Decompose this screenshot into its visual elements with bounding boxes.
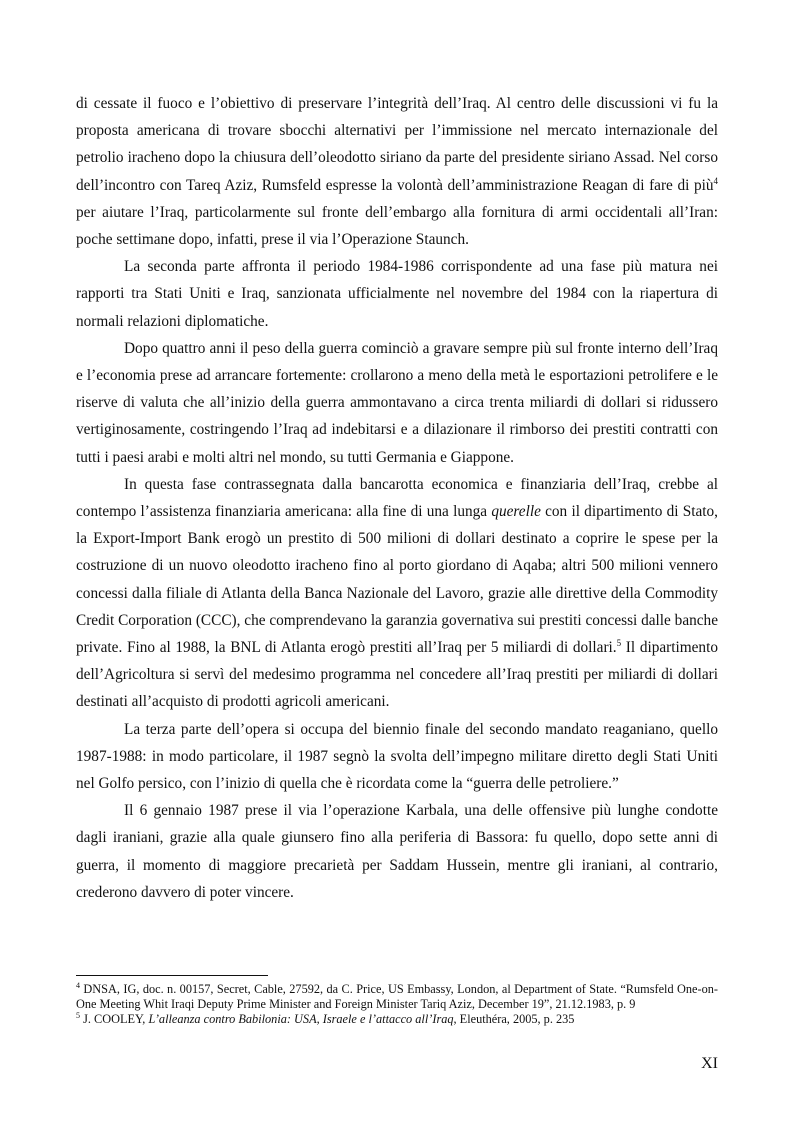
paragraph-3: Dopo quattro anni il peso della guerra cominciò a gravare sempre più sul fronte interno dell’Iraq e l’economia prese ad arrancare fortemente: crollarono a meno della metà le esportazioni petrolifere e le riserve di valuta che all’inizio della guerra ammontavano a circa trenta miliardi di dollari si ridussero vertiginosamente, costringendo l’Iraq ad indebitarsi e a dilazionare il rimborso dei prestiti contratti con tutti i paesi arabi e molti altri nel mondo, su tutti Germania e Giappone. bbox=[76, 339, 718, 466]
footnote-separator bbox=[76, 975, 268, 976]
paragraph-2: La seconda parte affronta il periodo 1984-1986 corrispondente ad una fase più matura nei rapporti tra Stati Uniti e Iraq, sanzionata ufficialmente nel novembre del 1984 con la riapertura di normali relazioni diplomatiche. bbox=[76, 258, 718, 330]
body-text bbox=[76, 90, 718, 906]
footnotes bbox=[76, 982, 718, 1028]
citation-title: L’alleanza contro Babilonia: USA, Israele e l’attacco all’Iraq bbox=[148, 1012, 454, 1027]
footnote-ref-5: 5 bbox=[616, 637, 622, 648]
page-number: XI bbox=[701, 1055, 718, 1072]
footnote-mark: 5 bbox=[76, 1011, 80, 1021]
footnote-mark: 4 bbox=[76, 980, 80, 990]
paragraph-6: Il 6 gennaio 1987 prese il via l’operazione Karbala, una delle offensive più lunghe condotte dagli iraniani, grazie alla quale giunsero fino alla periferia di Bassora: fu quello, dopo sette anni di guerra, il momento di maggiore precarietà per Saddam Hussein, mentre gli iraniani, al contrario, crederono davvero di poter vincere. bbox=[76, 802, 718, 901]
footnote-ref-4: 4 bbox=[713, 175, 718, 186]
italic-term: querelle bbox=[491, 503, 541, 521]
paragraph-5: La terza parte dell’opera si occupa del biennio finale del secondo mandato reaganiano, quello 1987-1988: in modo particolare, il 1987 segnò la svolta dell’impegno militare diretto degli Stati Uniti nel Golfo persico, con l’inizio di quella che è ricordata come la “guerra delle petroliere.” bbox=[76, 720, 718, 793]
footnote-5: $^5$ J. COOLEY, L’alleanza contro Babilonia: USA, Israele e l’attacco all’Iraq, Eleuthéra, 2005, p. 235 bbox=[76, 1011, 575, 1027]
footnote-4: $^4$ DNSA, IG, doc. n. 00157, Secret, Cable, 27592, da C. Price, US Embassy, London, al Department of State. “Rumsfeld One-on-One Meeting Whit Iraqi Deputy Prime Minister and Foreign Minister Tariq Aziz, December 19”, 21.12.1983, p. 9 bbox=[76, 980, 718, 1012]
paragraph-1: di cessate il fuoco e l’obiettivo di preservare l’integrità dell’Iraq. Al centro delle discussioni vi fu la proposta americana di trovare sbocchi alternativi per l’immissione nel mercato internazionale del petrolio iracheno dopo la chiusura dell’oleodotto siriano da parte del presidente siriano Assad. Nel corso dell’incontro con Tareq Aziz, Rumsfeld espresse la volontà dell’amministrazione Reagan di fare di più$^4$ per aiutare l’Iraq, particolarmente sul fronte dell’embargo alla fornitura di armi occidentali all’Iran: poche settimane dopo, infatti, prese il via l’Operazione Staunch. bbox=[76, 95, 718, 249]
paragraph-4: In questa fase contrassegnata dalla bancarotta economica e finanziaria dell’Iraq, crebbe al contempo l’assistenza finanziaria americana: alla fine di una lunga querelle con il dipartimento di Stato, la Export-Import Bank erogò un prestito di 500 milioni di dollari destinato a coprire le spese per la costruzione di un nuovo oleodotto iracheno fino al porto giordano di Aqaba; altri 500 milioni vennero concessi dalla filiale di Atlanta della Banca Nazionale del Lavoro, grazie alle direttive della Commodity Credit Corporation (CCC), che comprendevano la garanzia governativa sui prestiti concessi dalle banche private. Fino al 1988, la BNL di Atlanta erogò prestiti all’Iraq per 5 miliardi di dollari.$^5$ Il dipartimento dell’Agricoltura si servì del medesimo programma nel concedere all’Iraq prestiti per miliardi di dollari destinati all’acquisto di prodotti agricoli americani. bbox=[76, 475, 718, 711]
